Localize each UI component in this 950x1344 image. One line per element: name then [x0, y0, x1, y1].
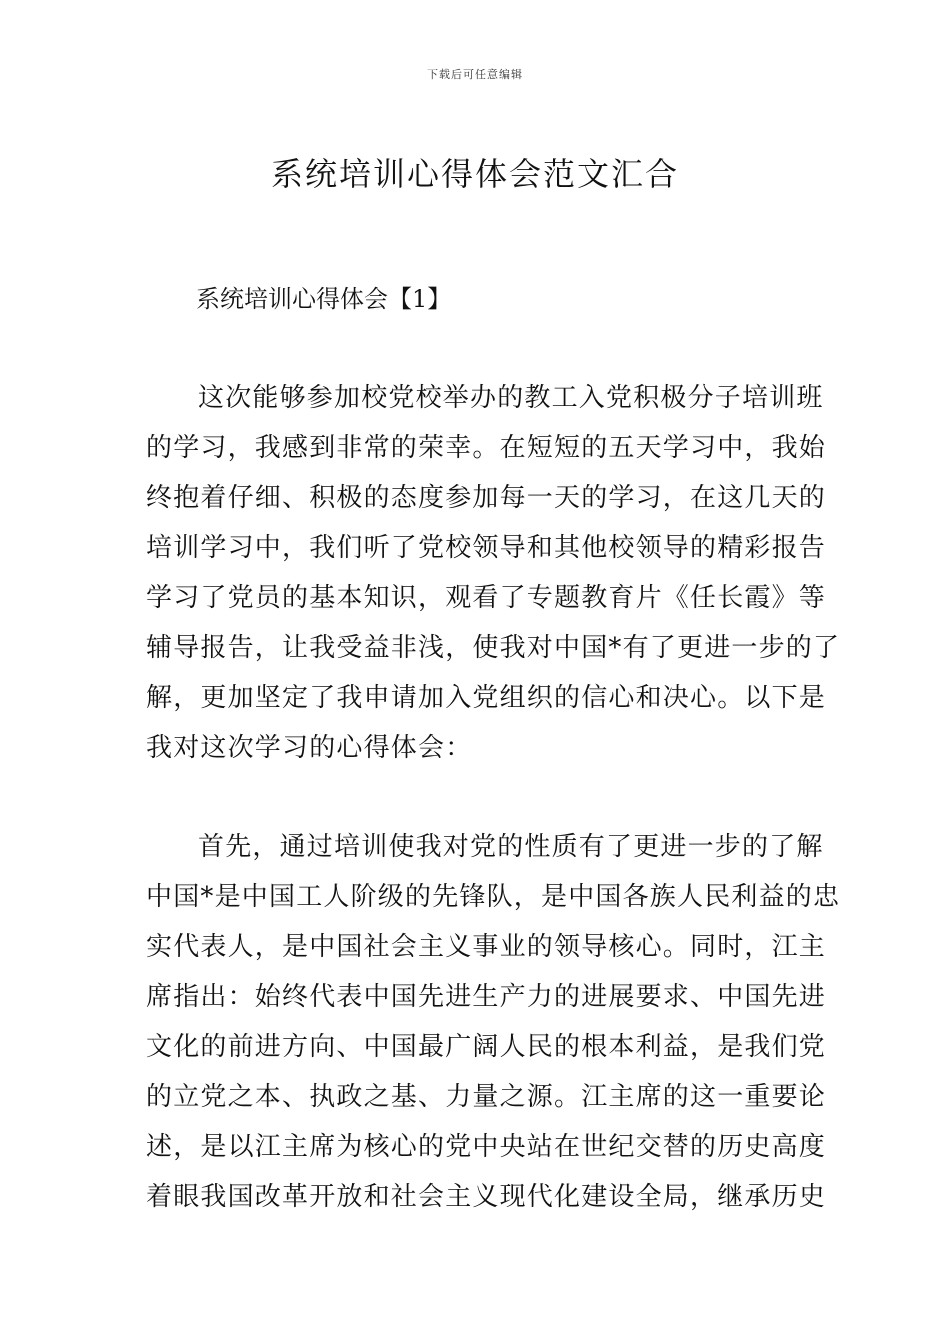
- paragraph-line: 这次能够参加校党校举办的教工入党积极分子培训班: [198, 383, 824, 413]
- paragraph-line: 席指出：始终代表中国先进生产力的进展要求、中国先进: [146, 982, 827, 1012]
- paragraph-line: 的学习，我感到非常的荣幸。在短短的五天学习中，我始: [146, 433, 827, 463]
- paragraph-2: [146, 822, 841, 1222]
- paragraph-line: 我对这次学习的心得体会：: [146, 733, 473, 763]
- paragraph-line: 实代表人，是中国社会主义事业的领导核心。同时，江主: [146, 932, 827, 962]
- paragraph-line: 终抱着仔细、积极的态度参加每一天的学习，在这几天的: [146, 483, 827, 513]
- paragraph-line: 解，更加坚定了我申请加入党组织的信心和决心。以下是: [146, 683, 827, 713]
- section-heading: 系统培训心得体会【1】: [196, 285, 452, 313]
- document-title: 系统培训心得体会范文汇合: [270, 155, 679, 194]
- paragraph-1: [146, 373, 841, 773]
- paragraph-line: 述，是以江主席为核心的党中央站在世纪交替的历史高度: [146, 1132, 827, 1162]
- header-note: 下载后可任意编辑: [427, 68, 523, 81]
- paragraph-line: 的立党之本、执政之基、力量之源。江主席的这一重要论: [146, 1082, 827, 1112]
- paragraph-line: 辅导报告，让我受益非浅，使我对中国*有了更进一步的了: [146, 633, 841, 663]
- paragraph-line: 着眼我国改革开放和社会主义现代化建设全局，继承历史: [146, 1182, 827, 1212]
- paragraph-line: 中国*是中国工人阶级的先锋队，是中国各族人民利益的忠: [146, 882, 841, 912]
- paragraph-line: 学习了党员的基本知识，观看了专题教育片《任长霞》等: [146, 583, 827, 613]
- paragraph-line: 首先，通过培训使我对党的性质有了更进一步的了解: [198, 832, 824, 862]
- paragraph-line: 文化的前进方向、中国最广阔人民的根本利益，是我们党: [146, 1032, 827, 1062]
- paragraph-line: 培训学习中，我们听了党校领导和其他校领导的精彩报告: [146, 533, 827, 563]
